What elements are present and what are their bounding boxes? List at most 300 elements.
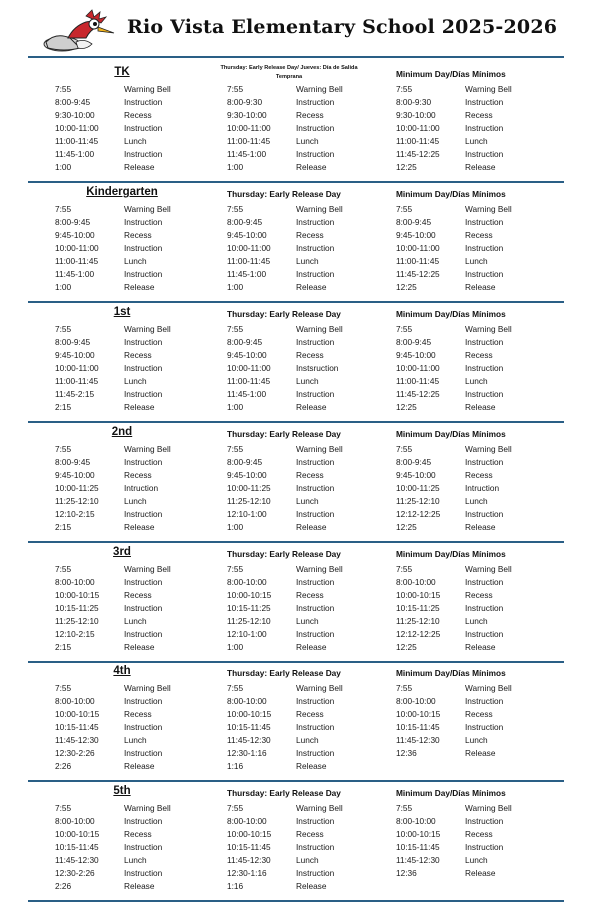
activity-cell: Instruction <box>124 629 163 639</box>
schedule-rows <box>55 802 215 893</box>
activity-cell: Warning Bell <box>296 444 343 454</box>
time-cell: 10:00-11:00 <box>55 363 99 373</box>
activity-cell: Lunch <box>124 735 147 745</box>
schedule-row <box>227 443 387 456</box>
activity-cell: Instruction <box>465 269 504 279</box>
activity-cell: Lunch <box>465 376 488 386</box>
activity-cell: Recess <box>465 470 493 480</box>
activity-cell: Instruction <box>124 363 163 373</box>
time-cell: 12:10-1:00 <box>227 629 267 639</box>
schedule-row <box>396 443 556 456</box>
activity-cell: Warning Bell <box>124 683 171 693</box>
activity-cell: Instruction <box>296 389 335 399</box>
activity-cell: Instruction <box>465 389 504 399</box>
activity-cell: Instruction <box>296 748 335 758</box>
time-cell: 12:25 <box>396 522 417 532</box>
activity-cell: Instruction <box>124 722 163 732</box>
activity-cell: Recess <box>465 829 493 839</box>
schedule-rows <box>227 203 387 294</box>
schedule-rows <box>55 443 215 534</box>
schedule-row <box>55 641 215 654</box>
schedule-row <box>227 760 387 773</box>
schedule-row <box>396 203 556 216</box>
time-cell: 11:25-12:10 <box>396 616 440 626</box>
activity-cell: Instruction <box>465 842 504 852</box>
time-cell: 1:16 <box>227 761 244 771</box>
schedule-row <box>396 255 556 268</box>
activity-cell: Instsruction <box>296 363 339 373</box>
time-cell: 10:00-11:00 <box>55 243 99 253</box>
activity-cell: Warning Bell <box>296 803 343 813</box>
activity-cell: Instruction <box>465 509 504 519</box>
time-cell: 11:45-12:30 <box>55 855 99 865</box>
time-cell: 9:45-10:00 <box>227 350 267 360</box>
section-divider <box>28 56 564 58</box>
page-header <box>0 0 591 56</box>
schedule-row <box>55 628 215 641</box>
schedule-row <box>396 602 556 615</box>
time-cell: 7:55 <box>55 803 72 813</box>
activity-cell: Instruction <box>124 457 163 467</box>
schedule-row <box>396 148 556 161</box>
schedule-row <box>55 268 215 281</box>
schedule-row <box>227 242 387 255</box>
schedule-row <box>55 521 215 534</box>
activity-cell: Recess <box>465 350 493 360</box>
schedule-row <box>55 802 215 815</box>
time-cell: 12:12-12:25 <box>396 629 441 639</box>
schedule-row <box>396 469 556 482</box>
activity-cell: Instruction <box>465 97 504 107</box>
activity-cell: Recess <box>296 590 324 600</box>
activity-cell: Recess <box>465 709 493 719</box>
time-cell: 11:00-11:45 <box>396 376 440 386</box>
activity-cell: Recess <box>124 590 152 600</box>
section-divider <box>28 900 564 902</box>
schedule-row <box>55 122 215 135</box>
schedule-rows <box>396 443 556 534</box>
time-cell: 12:30-2:26 <box>55 868 95 878</box>
activity-cell: Instruction <box>124 389 163 399</box>
activity-cell: Instruction <box>296 337 335 347</box>
time-cell: 11:45-12:30 <box>227 735 271 745</box>
column-heading: Thursday: Early Release Day <box>227 429 341 439</box>
schedule-row <box>227 521 387 534</box>
time-cell: 11:45-2:15 <box>55 389 95 399</box>
grade-title: TK <box>114 66 130 78</box>
schedule-row <box>55 255 215 268</box>
activity-cell: Instruction <box>465 457 504 467</box>
time-cell: 11:25-12:10 <box>55 616 99 626</box>
schedule-row <box>227 721 387 734</box>
activity-cell: Recess <box>465 590 493 600</box>
schedule-row <box>55 281 215 294</box>
time-cell: 7:55 <box>227 683 244 693</box>
time-cell: 8:00-9:45 <box>227 337 263 347</box>
activity-cell: Instruction <box>124 696 163 706</box>
time-cell: 11:45-12:25 <box>396 269 440 279</box>
time-cell: 10:15-11:45 <box>396 722 440 732</box>
activity-cell: Instruction <box>124 509 163 519</box>
activity-cell: Instruction <box>124 97 163 107</box>
activity-cell: Instruction <box>124 816 163 826</box>
activity-cell: Lunch <box>296 256 319 266</box>
time-cell: 11:45-1:00 <box>227 269 267 279</box>
grade-title: Kindergarten <box>86 186 158 198</box>
time-cell: 7:55 <box>396 204 413 214</box>
activity-cell: Intruction <box>465 483 500 493</box>
activity-cell: Instruction <box>124 577 163 587</box>
time-cell: 8:00-9:30 <box>227 97 263 107</box>
activity-cell: Lunch <box>124 256 147 266</box>
activity-cell: Recess <box>124 470 152 480</box>
column-heading: Minimum Day/Días Mínimos <box>396 668 506 678</box>
time-cell: 10:00-10:15 <box>227 829 272 839</box>
schedule-rows <box>227 83 387 174</box>
column-heading: Thursday: Early Release Day <box>227 549 341 559</box>
schedule-row <box>396 802 556 815</box>
schedule-row <box>55 148 215 161</box>
grade-title: 4th <box>113 665 131 677</box>
activity-cell: Instruction <box>296 243 335 253</box>
activity-cell: Instruction <box>296 816 335 826</box>
grade-section <box>0 662 591 782</box>
time-cell: 11:45-12:25 <box>396 389 440 399</box>
schedule-row <box>55 375 215 388</box>
schedule-row <box>55 695 215 708</box>
schedule-row <box>55 362 215 375</box>
schedule-row <box>227 109 387 122</box>
time-cell: 8:00-9:45 <box>396 217 432 227</box>
schedule-row <box>227 203 387 216</box>
time-cell: 8:00-9:45 <box>55 337 91 347</box>
time-cell: 8:00-10:00 <box>396 577 436 587</box>
activity-cell: Recess <box>296 350 324 360</box>
schedule-row <box>55 336 215 349</box>
grade-section <box>0 543 591 663</box>
schedule-row <box>55 242 215 255</box>
schedule-row <box>396 349 556 362</box>
schedule-row <box>396 401 556 414</box>
schedule-row <box>55 469 215 482</box>
schedule-row <box>55 815 215 828</box>
activity-cell: Lunch <box>124 376 147 386</box>
time-cell: 8:00-9:45 <box>227 217 263 227</box>
time-cell: 7:55 <box>227 564 244 574</box>
schedule-row <box>55 349 215 362</box>
time-cell: 8:00-9:45 <box>396 457 432 467</box>
schedule-row <box>227 375 387 388</box>
time-cell: 9:30-10:00 <box>396 110 436 120</box>
activity-cell: Warning Bell <box>465 84 512 94</box>
schedule-row <box>55 388 215 401</box>
time-cell: 10:00-11:00 <box>396 243 440 253</box>
time-cell: 10:15-11:45 <box>396 842 440 852</box>
schedule-row <box>227 734 387 747</box>
activity-cell: Lunch <box>124 855 147 865</box>
activity-cell: Warning Bell <box>465 204 512 214</box>
time-cell: 8:00-10:00 <box>227 696 267 706</box>
activity-cell: Warning Bell <box>124 324 171 334</box>
time-cell: 2:15 <box>55 642 72 652</box>
schedule-row <box>227 229 387 242</box>
column-heading: Thursday: Early Release Day <box>227 309 341 319</box>
time-cell: 11:45-1:00 <box>227 149 267 159</box>
activity-cell: Recess <box>124 350 152 360</box>
schedule-row <box>227 563 387 576</box>
activity-cell: Release <box>296 761 327 771</box>
time-cell: 11:25-12:10 <box>227 616 271 626</box>
time-cell: 8:00-9:30 <box>396 97 432 107</box>
time-cell: 9:45-10:00 <box>396 230 436 240</box>
schedule-row <box>227 96 387 109</box>
schedule-row <box>227 336 387 349</box>
activity-cell: Instruction <box>296 722 335 732</box>
schedule-row <box>55 682 215 695</box>
schedule-row <box>227 83 387 96</box>
schedule-row <box>396 96 556 109</box>
time-cell: 9:45-10:00 <box>396 470 436 480</box>
schedule-row <box>55 401 215 414</box>
activity-cell: Release <box>124 162 155 172</box>
time-cell: 12:12-12:25 <box>396 509 441 519</box>
activity-cell: Instruction <box>124 603 163 613</box>
schedule-row <box>227 469 387 482</box>
time-cell: 12:30-1:16 <box>227 868 267 878</box>
column-heading: Minimum Day/Días Mínimos <box>396 69 506 79</box>
schedule-row <box>396 495 556 508</box>
activity-cell: Lunch <box>465 496 488 506</box>
activity-cell: Release <box>296 522 327 532</box>
activity-cell: Lunch <box>465 735 488 745</box>
time-cell: 12:30-2:26 <box>55 748 95 758</box>
activity-cell: Instruction <box>465 123 504 133</box>
schedule-row <box>55 109 215 122</box>
activity-cell: Release <box>465 282 496 292</box>
activity-cell: Instruction <box>124 243 163 253</box>
activity-cell: Instruction <box>465 243 504 253</box>
activity-cell: Release <box>465 162 496 172</box>
column-heading: Minimum Day/Días Mínimos <box>396 429 506 439</box>
activity-cell: Release <box>296 162 327 172</box>
schedule-row <box>227 615 387 628</box>
grade-title: 1st <box>113 306 131 318</box>
time-cell: 10:15-11:25 <box>55 603 99 613</box>
schedule-row <box>55 760 215 773</box>
time-cell: 10:00-11:00 <box>227 243 271 253</box>
time-cell: 8:00-9:45 <box>55 457 91 467</box>
schedule-row <box>227 708 387 721</box>
activity-cell: Instruction <box>296 483 335 493</box>
time-cell: 7:55 <box>396 683 413 693</box>
activity-cell: Lunch <box>296 496 319 506</box>
time-cell: 10:00-10:15 <box>227 590 272 600</box>
schedule-row <box>227 802 387 815</box>
schedule-row <box>55 229 215 242</box>
activity-cell: Instruction <box>465 603 504 613</box>
column-heading: Minimum Day/Días Mínimos <box>396 309 506 319</box>
time-cell: 1:00 <box>227 522 244 532</box>
schedule-row <box>227 867 387 880</box>
activity-cell: Lunch <box>296 855 319 865</box>
time-cell: 11:00-11:45 <box>55 136 99 146</box>
time-cell: 9:45-10:00 <box>55 230 95 240</box>
time-cell: 8:00-10:00 <box>227 577 267 587</box>
schedule-row <box>396 375 556 388</box>
time-cell: 8:00-10:00 <box>55 577 95 587</box>
schedule-row <box>227 695 387 708</box>
schedule-row <box>396 589 556 602</box>
time-cell: 9:45-10:00 <box>55 470 95 480</box>
time-cell: 12:10-2:15 <box>55 629 95 639</box>
activity-cell: Warning Bell <box>296 84 343 94</box>
time-cell: 1:00 <box>55 282 72 292</box>
time-cell: 8:00-9:45 <box>55 97 91 107</box>
grade-section <box>0 303 591 423</box>
time-cell: 11:00-11:45 <box>227 136 271 146</box>
activity-cell: Instruction <box>465 337 504 347</box>
activity-cell: Instruction <box>124 748 163 758</box>
schedule-row <box>227 401 387 414</box>
activity-cell: Instruction <box>296 457 335 467</box>
activity-cell: Instruction <box>296 123 335 133</box>
schedule-row <box>396 216 556 229</box>
schedule-rows <box>396 682 556 760</box>
time-cell: 7:55 <box>227 204 244 214</box>
activity-cell: Warning Bell <box>465 683 512 693</box>
activity-cell: Release <box>124 402 155 412</box>
activity-cell: Instruction <box>465 217 504 227</box>
time-cell: 9:30-10:00 <box>55 110 95 120</box>
schedule-row <box>227 682 387 695</box>
activity-cell: Release <box>296 881 327 891</box>
activity-cell: Release <box>465 522 496 532</box>
time-cell: 7:55 <box>396 84 413 94</box>
time-cell: 7:55 <box>55 444 72 454</box>
schedule-row <box>55 828 215 841</box>
time-cell: 11:00-11:45 <box>227 376 271 386</box>
schedule-row <box>396 135 556 148</box>
activity-cell: Recess <box>296 230 324 240</box>
time-cell: 7:55 <box>396 803 413 813</box>
grade-section <box>0 183 591 303</box>
schedule-row <box>227 854 387 867</box>
activity-cell: Recess <box>124 230 152 240</box>
activity-cell: Warning Bell <box>465 564 512 574</box>
grade-section <box>0 423 591 543</box>
schedule-row <box>396 734 556 747</box>
time-cell: 7:55 <box>55 564 72 574</box>
grade-title: 2nd <box>111 426 133 438</box>
schedule-row <box>396 641 556 654</box>
activity-cell: Lunch <box>124 616 147 626</box>
schedule-row <box>396 815 556 828</box>
activity-cell: Release <box>124 881 155 891</box>
schedule-row <box>396 281 556 294</box>
time-cell: 10:00-10:15 <box>55 590 100 600</box>
time-cell: 11:00-11:45 <box>55 376 99 386</box>
activity-cell: Recess <box>296 110 324 120</box>
activity-cell: Lunch <box>296 376 319 386</box>
activity-cell: Recess <box>296 829 324 839</box>
time-cell: 11:00-11:45 <box>55 256 99 266</box>
activity-cell: Release <box>465 402 496 412</box>
activity-cell: Instruction <box>296 217 335 227</box>
schedule-row <box>227 828 387 841</box>
schedule-row <box>55 508 215 521</box>
schedule-row <box>396 456 556 469</box>
time-cell: 11:45-12:25 <box>396 149 440 159</box>
activity-cell: Instruction <box>124 868 163 878</box>
schedule-rows <box>227 682 387 773</box>
activity-cell: Lunch <box>465 136 488 146</box>
time-cell: 8:00-10:00 <box>227 816 267 826</box>
time-cell: 7:55 <box>55 683 72 693</box>
schedule-row <box>396 109 556 122</box>
schedule-row <box>227 508 387 521</box>
activity-cell: Warning Bell <box>124 204 171 214</box>
time-cell: 11:45-1:00 <box>227 389 267 399</box>
activity-cell: Warning Bell <box>124 803 171 813</box>
time-cell: 1:16 <box>227 881 244 891</box>
time-cell: 8:00-10:00 <box>55 816 95 826</box>
column-heading: Minimum Day/Días Mínimos <box>396 189 506 199</box>
schedule-row <box>227 388 387 401</box>
time-cell: 2:15 <box>55 522 72 532</box>
schedule-row <box>396 83 556 96</box>
schedule-row <box>396 521 556 534</box>
time-cell: 1:00 <box>227 402 244 412</box>
activity-cell: Instruction <box>124 337 163 347</box>
activity-cell: Instruction <box>124 269 163 279</box>
time-cell: 1:00 <box>227 282 244 292</box>
time-cell: 10:00-11:25 <box>396 483 440 493</box>
time-cell: 11:25-12:10 <box>227 496 271 506</box>
time-cell: 7:55 <box>396 324 413 334</box>
grade-section <box>0 782 591 902</box>
time-cell: 9:45-10:00 <box>396 350 436 360</box>
time-cell: 11:00-11:45 <box>396 136 440 146</box>
activity-cell: Instruction <box>296 629 335 639</box>
time-cell: 10:00-11:00 <box>396 363 440 373</box>
activity-cell: Recess <box>124 709 152 719</box>
time-cell: 10:00-10:15 <box>55 829 100 839</box>
activity-cell: Warning Bell <box>296 564 343 574</box>
schedule-rows <box>227 563 387 654</box>
activity-cell: Instruction <box>296 269 335 279</box>
activity-cell: Instruction <box>296 842 335 852</box>
schedule-row <box>55 96 215 109</box>
schedule-row <box>227 880 387 893</box>
schedule-row <box>55 747 215 760</box>
time-cell: 10:00-11:00 <box>55 123 99 133</box>
time-cell: 10:00-11:00 <box>396 123 440 133</box>
schedule-row <box>55 495 215 508</box>
time-cell: 12:25 <box>396 642 417 652</box>
time-cell: 2:15 <box>55 402 72 412</box>
activity-cell: Instruction <box>465 722 504 732</box>
schedule-rows <box>396 83 556 174</box>
column-heading: Thursday: Early Release Day/ Jueves: Día de Salida Temprana <box>220 65 358 80</box>
schedule-row <box>227 148 387 161</box>
time-cell: 7:55 <box>227 803 244 813</box>
schedule-row <box>227 576 387 589</box>
activity-cell: Release <box>465 868 496 878</box>
activity-cell: Lunch <box>465 616 488 626</box>
schedule-row <box>396 229 556 242</box>
activity-cell: Recess <box>296 709 324 719</box>
activity-cell: Instruction <box>124 149 163 159</box>
